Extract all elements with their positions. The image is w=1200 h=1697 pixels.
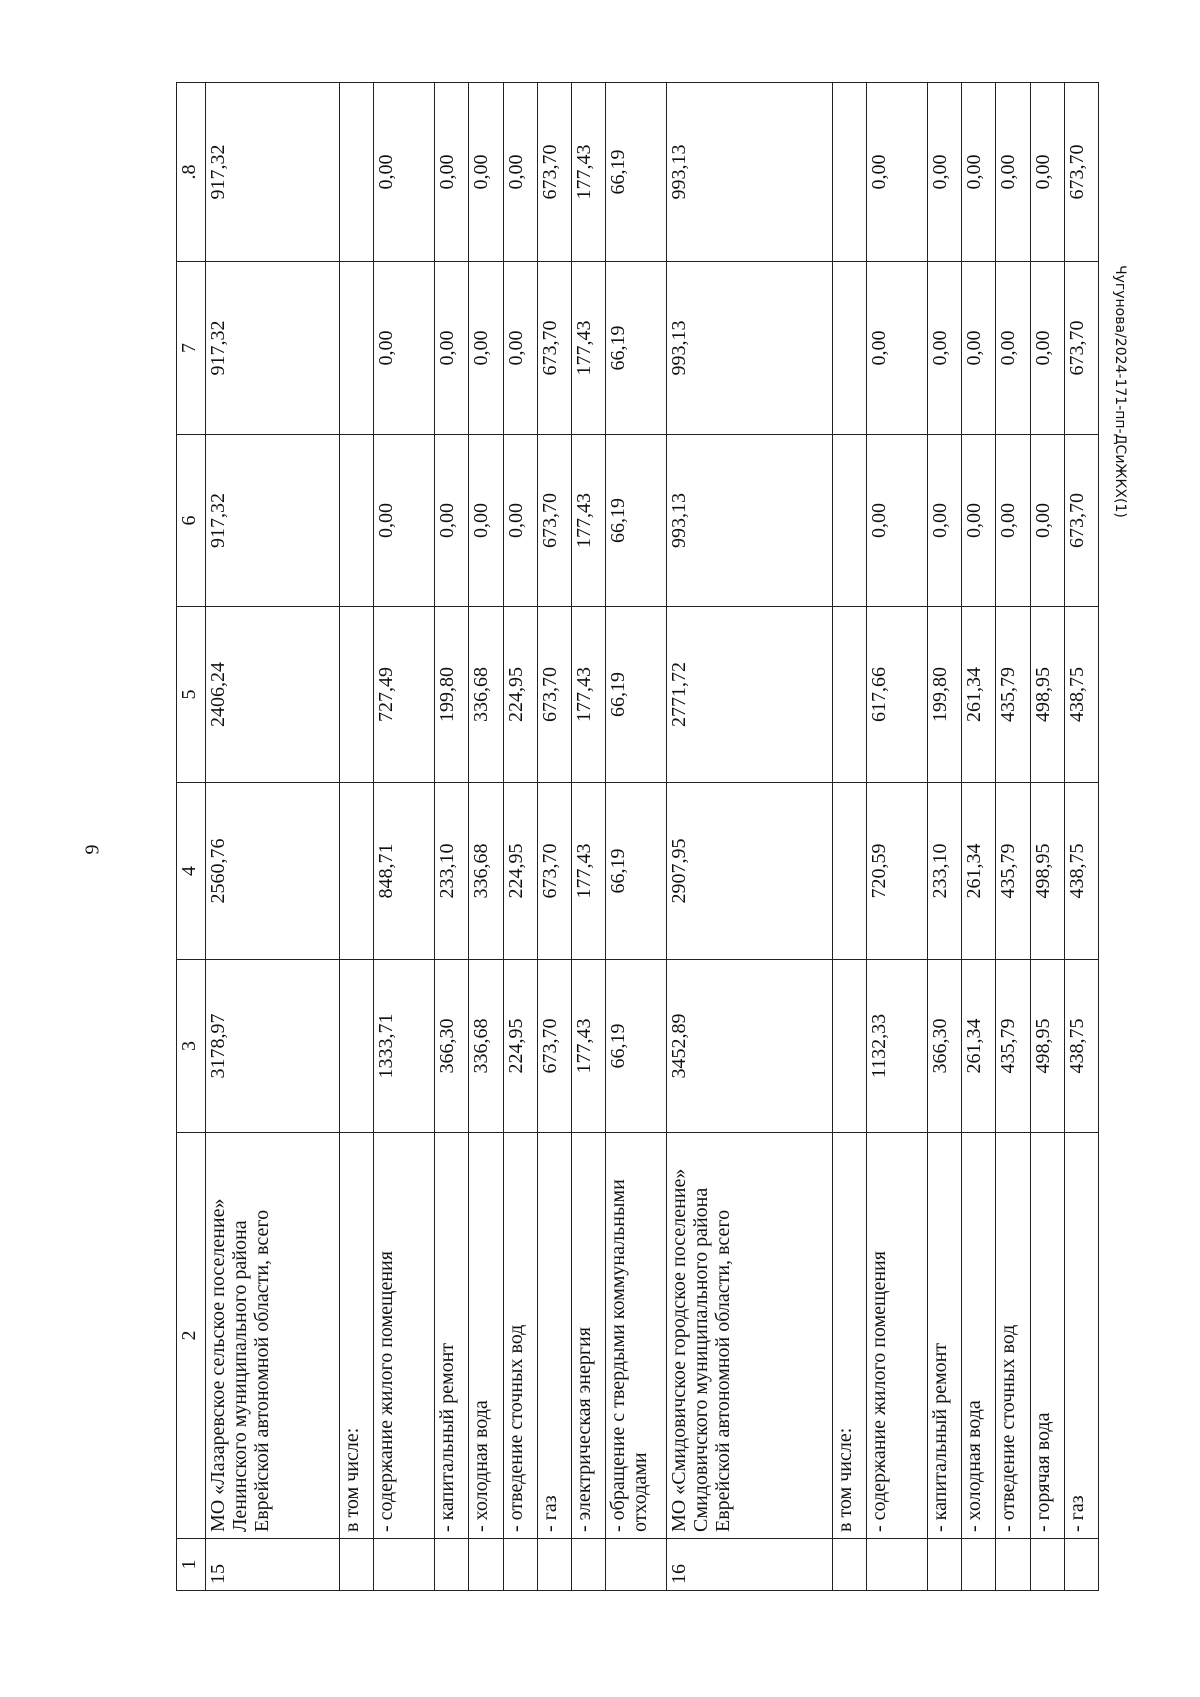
table-row <box>1030 83 1064 1591</box>
value-col3: 438,75 <box>1064 960 1098 1133</box>
document-code: Чугунова/2024-171-пп-ДСиЖКХ(1) <box>1112 265 1128 518</box>
row-name: МО «Лазаревское сельское поселение» Ленинского муниципального района Еврейской автономной области, всего <box>206 1133 340 1539</box>
value-col4: 177,43 <box>571 783 605 960</box>
header-row <box>177 83 206 1591</box>
row-number <box>1064 1539 1098 1591</box>
row-name: - капитальный ремонт <box>435 1133 469 1539</box>
value-col5: 199,80 <box>435 607 469 783</box>
value-col6: 673,70 <box>537 435 571 607</box>
row-name: - отведение сточных вод <box>503 1133 537 1539</box>
value-col7: 673,70 <box>537 262 571 435</box>
value-col7 <box>833 262 867 435</box>
table-row <box>606 83 667 1591</box>
value-col4: 66,19 <box>606 783 667 960</box>
value-col3: 366,30 <box>435 960 469 1133</box>
value-col3: 177,43 <box>571 960 605 1133</box>
row-number <box>962 1539 996 1591</box>
value-col4: 261,34 <box>962 783 996 960</box>
row-name: - капитальный ремонт <box>928 1133 962 1539</box>
value-col8: 0,00 <box>1030 83 1064 262</box>
value-col7: 0,00 <box>996 262 1030 435</box>
value-col7: 0,00 <box>928 262 962 435</box>
row-name: - холодная вода <box>962 1133 996 1539</box>
value-col5 <box>833 607 867 783</box>
value-col5: 261,34 <box>962 607 996 783</box>
table-row <box>503 83 537 1591</box>
value-col4: 438,75 <box>1064 783 1098 960</box>
value-col7: 0,00 <box>503 262 537 435</box>
row-name: в том числе: <box>833 1133 867 1539</box>
row-number <box>1030 1539 1064 1591</box>
value-col4: 233,10 <box>928 783 962 960</box>
value-col7: 0,00 <box>1030 262 1064 435</box>
value-col5: 336,68 <box>469 607 503 783</box>
value-col8: 0,00 <box>996 83 1030 262</box>
row-number <box>374 1539 435 1591</box>
value-col8: 66,19 <box>606 83 667 262</box>
value-col4: 720,59 <box>867 783 928 960</box>
row-name: - содержание жилого помещения <box>867 1133 928 1539</box>
value-col7: 66,19 <box>606 262 667 435</box>
header-cell: 4 <box>177 783 206 960</box>
table-row <box>667 83 833 1591</box>
value-col4: 848,71 <box>374 783 435 960</box>
table-row <box>537 83 571 1591</box>
table-row <box>867 83 928 1591</box>
value-col8: 993,13 <box>667 83 833 262</box>
value-col6: 673,70 <box>1064 435 1098 607</box>
table-row <box>996 83 1030 1591</box>
value-col6: 0,00 <box>469 435 503 607</box>
value-col4: 2560,76 <box>206 783 340 960</box>
value-col6: 917,32 <box>206 435 340 607</box>
row-name: - содержание жилого помещения <box>374 1133 435 1539</box>
table-row <box>962 83 996 1591</box>
row-name: - электрическая энергия <box>571 1133 605 1539</box>
value-col5: 498,95 <box>1030 607 1064 783</box>
value-col3: 435,79 <box>996 960 1030 1133</box>
value-col3 <box>833 960 867 1133</box>
row-number <box>833 1539 867 1591</box>
value-col7: 0,00 <box>469 262 503 435</box>
row-name: в том числе: <box>340 1133 374 1539</box>
value-col6: 0,00 <box>503 435 537 607</box>
page-number: 9 <box>81 844 104 855</box>
value-col6 <box>833 435 867 607</box>
value-col3 <box>340 960 374 1133</box>
value-col4: 673,70 <box>537 783 571 960</box>
value-col3: 224,95 <box>503 960 537 1133</box>
value-col5: 435,79 <box>996 607 1030 783</box>
value-col3: 366,30 <box>928 960 962 1133</box>
value-col7: 993,13 <box>667 262 833 435</box>
value-col4: 336,68 <box>469 783 503 960</box>
table-row <box>1064 83 1098 1591</box>
value-col5: 727,49 <box>374 607 435 783</box>
value-col8: 0,00 <box>928 83 962 262</box>
value-col8: 673,70 <box>1064 83 1098 262</box>
table-row <box>571 83 605 1591</box>
value-col5: 224,95 <box>503 607 537 783</box>
value-col6: 0,00 <box>962 435 996 607</box>
row-number <box>537 1539 571 1591</box>
table-row <box>469 83 503 1591</box>
row-number <box>867 1539 928 1591</box>
value-col8: 673,70 <box>537 83 571 262</box>
row-number <box>571 1539 605 1591</box>
table-row <box>833 83 867 1591</box>
tariff-table <box>176 82 1099 1591</box>
row-number <box>996 1539 1030 1591</box>
value-col8: 0,00 <box>867 83 928 262</box>
header-cell: 5 <box>177 607 206 783</box>
value-col8: 0,00 <box>435 83 469 262</box>
value-col4: 435,79 <box>996 783 1030 960</box>
header-cell: 2 <box>177 1133 206 1539</box>
value-col6: 0,00 <box>928 435 962 607</box>
table-row <box>435 83 469 1591</box>
table-row <box>206 83 340 1591</box>
row-name: - холодная вода <box>469 1133 503 1539</box>
value-col8: 0,00 <box>469 83 503 262</box>
row-name: - газ <box>1064 1133 1098 1539</box>
value-col7 <box>340 262 374 435</box>
value-col3: 1333,71 <box>374 960 435 1133</box>
value-col7: 673,70 <box>1064 262 1098 435</box>
value-col6: 0,00 <box>867 435 928 607</box>
row-number <box>340 1539 374 1591</box>
value-col4: 2907,95 <box>667 783 833 960</box>
value-col5: 673,70 <box>537 607 571 783</box>
value-col3: 1132,33 <box>867 960 928 1133</box>
value-col8: 177,43 <box>571 83 605 262</box>
row-number: 15 <box>206 1539 340 1591</box>
value-col6 <box>340 435 374 607</box>
value-col6: 993,13 <box>667 435 833 607</box>
value-col8: 0,00 <box>503 83 537 262</box>
row-name: - отведение сточных вод <box>996 1133 1030 1539</box>
table-row <box>374 83 435 1591</box>
value-col8: 0,00 <box>962 83 996 262</box>
value-col5: 199,80 <box>928 607 962 783</box>
value-col7: 0,00 <box>374 262 435 435</box>
header-cell: 6 <box>177 435 206 607</box>
row-name: - горячая вода <box>1030 1133 1064 1539</box>
value-col3: 673,70 <box>537 960 571 1133</box>
value-col4: 233,10 <box>435 783 469 960</box>
value-col6: 66,19 <box>606 435 667 607</box>
value-col7: 917,32 <box>206 262 340 435</box>
value-col3: 336,68 <box>469 960 503 1133</box>
row-number <box>435 1539 469 1591</box>
value-col3: 261,34 <box>962 960 996 1133</box>
header-cell: .8 <box>177 83 206 262</box>
value-col6: 177,43 <box>571 435 605 607</box>
value-col8 <box>833 83 867 262</box>
value-col6: 0,00 <box>374 435 435 607</box>
value-col4 <box>340 783 374 960</box>
row-number: 16 <box>667 1539 833 1591</box>
value-col3: 3452,89 <box>667 960 833 1133</box>
header-cell: 7 <box>177 262 206 435</box>
value-col3: 3178,97 <box>206 960 340 1133</box>
row-name: - обращение с твердыми коммунальными отходами <box>606 1133 667 1539</box>
value-col4: 498,95 <box>1030 783 1064 960</box>
row-number <box>606 1539 667 1591</box>
value-col7: 0,00 <box>962 262 996 435</box>
table-row <box>928 83 962 1591</box>
value-col5: 66,19 <box>606 607 667 783</box>
value-col5: 2406,24 <box>206 607 340 783</box>
value-col5: 2771,72 <box>667 607 833 783</box>
value-col5: 177,43 <box>571 607 605 783</box>
row-name: МО «Смидовичское городское поселение» Смидовичского муниципального района Еврейской автономной области, всего <box>667 1133 833 1539</box>
value-col6: 0,00 <box>1030 435 1064 607</box>
value-col6: 0,00 <box>996 435 1030 607</box>
value-col3: 66,19 <box>606 960 667 1133</box>
value-col7: 0,00 <box>867 262 928 435</box>
value-col8: 917,32 <box>206 83 340 262</box>
value-col5 <box>340 607 374 783</box>
value-col4 <box>833 783 867 960</box>
value-col3: 498,95 <box>1030 960 1064 1133</box>
header-cell: 3 <box>177 960 206 1133</box>
value-col5: 617,66 <box>867 607 928 783</box>
row-number <box>928 1539 962 1591</box>
value-col7: 177,43 <box>571 262 605 435</box>
row-number <box>469 1539 503 1591</box>
value-col6: 0,00 <box>435 435 469 607</box>
table-row <box>340 83 374 1591</box>
row-name: - газ <box>537 1133 571 1539</box>
value-col7: 0,00 <box>435 262 469 435</box>
value-col4: 224,95 <box>503 783 537 960</box>
header-cell: 1 <box>177 1539 206 1591</box>
tariff-table-rotated <box>176 83 1099 1591</box>
value-col5: 438,75 <box>1064 607 1098 783</box>
value-col8 <box>340 83 374 262</box>
value-col8: 0,00 <box>374 83 435 262</box>
row-number <box>503 1539 537 1591</box>
